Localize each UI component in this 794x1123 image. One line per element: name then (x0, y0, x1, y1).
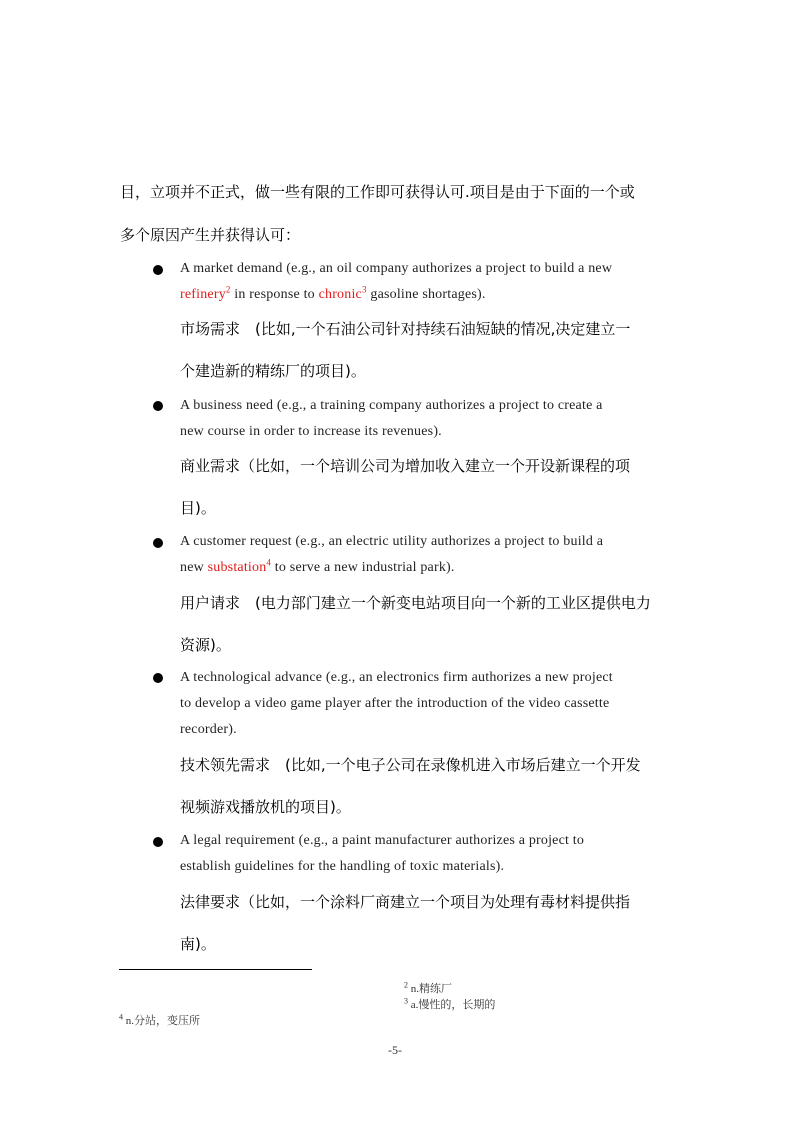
item-2-en-line-2: new course in order to increase its revenues). (180, 424, 442, 439)
item-1-en-line-1: A market demand (e.g., an oil company authorizes a project to build a new (180, 261, 613, 276)
item-5-zh-line-1: 法律要求（比如，一个涂料厂商建立一个项目为处理有毒材料提供指 (180, 893, 631, 911)
item-3-en-line-2 (180, 557, 455, 576)
item-2-en-line-1: A business need (e.g., a training company authorizes a project to create a (180, 398, 603, 413)
item-4-zh-line-1: 技术领先需求 (比如,一个电子公司在录像机进入市场后建立一个开发 (180, 756, 641, 774)
footnote-ref-3: 3 (361, 284, 367, 295)
item-4-en-line-2: to develop a video game player after the introduction of the video cassette (180, 696, 610, 711)
footnote-separator (119, 969, 312, 970)
item-3-en-text: new (180, 560, 208, 575)
footnote-ref-4: 4 (266, 557, 272, 568)
item-1-zh-line-2: 个建造新的精练厂的项目)。 (180, 362, 366, 380)
footnote-text: a.慢性的，长期的 (410, 999, 496, 1011)
footnote-number: 4 (119, 1012, 123, 1022)
bullet-icon (153, 837, 163, 847)
footnote-number: 3 (404, 996, 408, 1006)
bullet-icon (153, 401, 163, 411)
item-3-en-text-end: to serve a new industrial park). (271, 560, 455, 575)
item-1-en-line-2 (180, 284, 486, 303)
footnote-number: 2 (404, 980, 408, 990)
item-5-en-line-2: establish guidelines for the handling of toxic materials). (180, 859, 505, 874)
item-5-zh-line-2: 南)。 (180, 935, 216, 953)
item-1-zh-line-1: 市场需求 (比如,一个石油公司针对持续石油短缺的情况,决定建立一 (180, 320, 631, 338)
item-4-en-line-1: A technological advance (e.g., an electronics firm authorizes a new project (180, 670, 613, 685)
footnote-4 (119, 1012, 200, 1028)
glossary-word-chronic: chronic (318, 287, 362, 302)
item-1-en-text-end: gasoline shortages). (366, 287, 486, 302)
item-3-en-line-1: A customer request (e.g., an electric utility authorizes a project to build a (180, 534, 604, 549)
intro-line-2: 多个原因产生并获得认可： (120, 226, 301, 244)
footnote-text: n.分站，变压所 (125, 1015, 200, 1027)
item-5-en-line-1: A legal requirement (e.g., a paint manufacturer authorizes a project to (180, 833, 585, 848)
item-3-zh-line-2: 资源)。 (180, 636, 231, 654)
intro-line-1: 目，立项并不正式，做一些有限的工作即可获得认可.项目是由于下面的一个或 (120, 183, 635, 201)
footnote-2 (404, 980, 452, 996)
glossary-word-refinery: refinery (180, 287, 226, 302)
page-number: -5- (388, 1043, 402, 1057)
footnote-text: n.精练厂 (410, 983, 452, 995)
item-1-en-text: in response to (230, 287, 319, 302)
bullet-icon (153, 673, 163, 683)
bullet-icon (153, 265, 163, 275)
footnote-ref-2: 2 (225, 284, 231, 295)
item-4-en-line-3: recorder). (180, 722, 237, 737)
item-2-zh-line-2: 目)。 (180, 499, 216, 517)
footnote-3 (404, 996, 495, 1012)
item-2-zh-line-1: 商业需求（比如，一个培训公司为增加收入建立一个开设新课程的项 (180, 457, 631, 475)
glossary-word-substation: substation (207, 560, 267, 575)
bullet-icon (153, 538, 163, 548)
item-3-zh-line-1: 用户请求 (电力部门建立一个新变电站项目向一个新的工业区提供电力 (180, 594, 651, 612)
item-4-zh-line-2: 视频游戏播放机的项目)。 (180, 798, 351, 816)
